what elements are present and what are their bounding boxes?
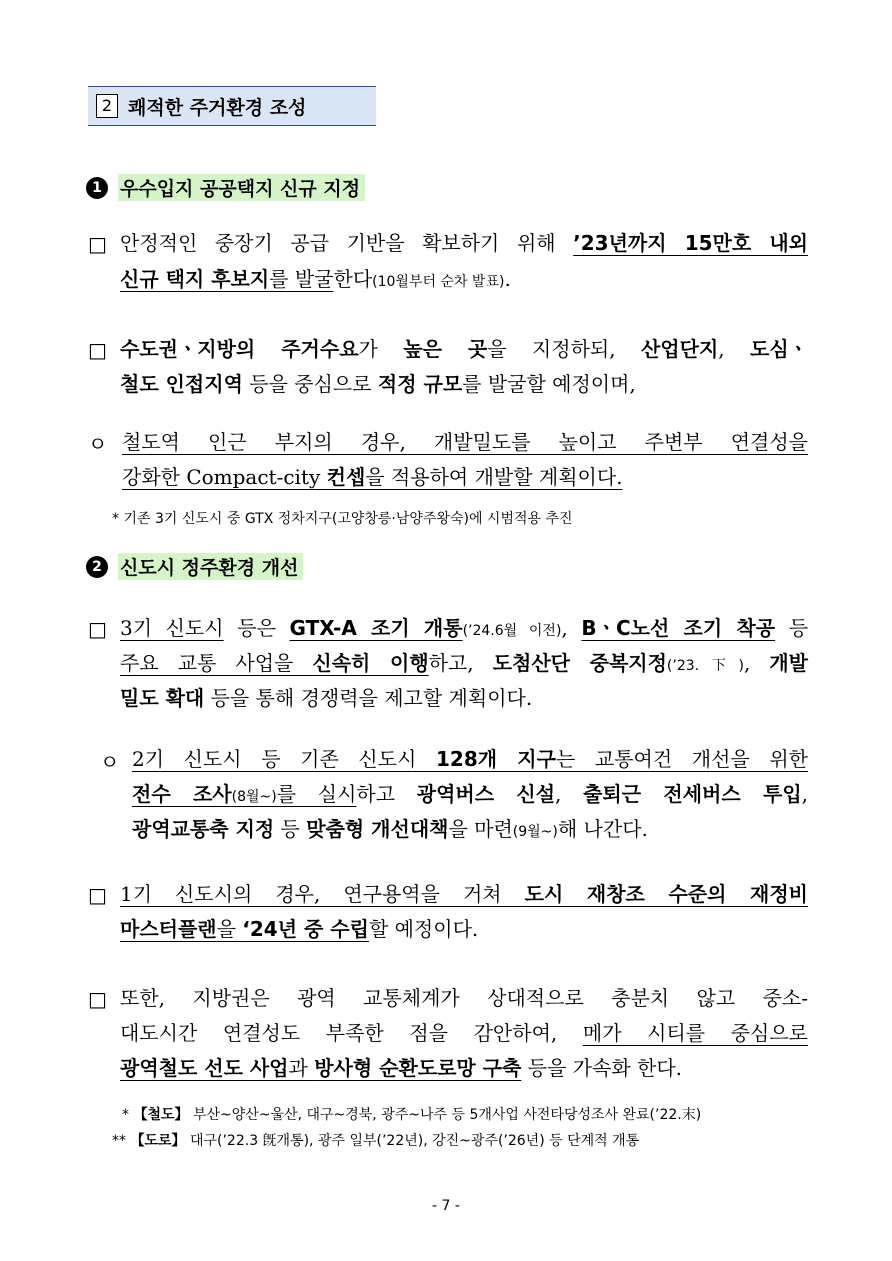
emphasis: BㆍC노선 조기 착공 — [581, 616, 776, 640]
text: , — [718, 337, 751, 361]
subheading-number-2: 2 — [86, 556, 108, 578]
circle-bullet-icon: ㅇ — [100, 750, 120, 774]
subheading-number-1: 1 — [86, 177, 108, 199]
text: 등을 가속화 한다. — [521, 1056, 682, 1080]
text: 을 — [216, 917, 243, 941]
page-number: - 7 - — [432, 1198, 460, 1214]
subheading-title-2: 신도시 정주환경 개선 — [118, 553, 303, 580]
square-bullet-icon: □ — [88, 617, 107, 641]
small-note: (10월부터 순차 발표) — [372, 274, 505, 290]
emphasis: 출퇴근 전세버스 투입 — [583, 782, 802, 806]
emphasis: 철도 인접지역 — [120, 372, 243, 396]
subheading-2 — [86, 553, 303, 580]
text: 대구(’22.3 旣개통), 광주 일부(’22년), 강진~광주(’26년) 등 단계적 개통 — [185, 1133, 640, 1149]
text: 한다 — [333, 267, 373, 291]
paragraph-2-line-2 — [120, 366, 636, 402]
footnote-3 — [112, 1130, 639, 1150]
text: 를 실시 — [276, 782, 357, 806]
text: . — [504, 267, 511, 291]
text: 를 발굴 — [269, 267, 334, 291]
text: 1기 신도시의 경우, 연구용역을 거쳐 — [120, 882, 525, 906]
emphasis: ’23년까지 15만호 내외 — [573, 231, 808, 255]
text: , — [555, 782, 584, 806]
small-note: (’23.下) — [666, 658, 744, 674]
emphasis: 신규 택지 후보지 — [120, 267, 270, 291]
text: 대도시간 연결성도 부족한 점을 감안하여, — [120, 1021, 583, 1045]
text: 을 적용하여 개발할 계획이다. — [365, 465, 623, 489]
text: 을 지정하되, — [487, 337, 641, 361]
text: 등을 중심으로 — [242, 372, 378, 396]
paragraph-2-line-1 — [120, 331, 808, 367]
text: 등을 통해 경쟁력을 제고할 계획이다. — [204, 686, 533, 710]
text: 하고 — [356, 782, 417, 806]
subheading-title-1: 우수입지 공공택지 신규 지정 — [118, 174, 365, 201]
text: 메가 시티를 중심으로 — [582, 1021, 808, 1045]
paragraph-3-line-2 — [122, 459, 623, 495]
text: , — [743, 651, 770, 675]
text: ** — [112, 1133, 131, 1149]
footnote-2 — [122, 1104, 701, 1124]
label: 【철도】 — [133, 1107, 189, 1123]
text: 3기 신도시 — [120, 616, 224, 640]
paragraph-1-line-2 — [120, 261, 511, 300]
text: 강화한 Compact-city — [122, 465, 327, 489]
text: 주요 교통 사업을 — [120, 651, 313, 675]
text: 등은 — [223, 616, 290, 640]
text: 안정적인 중장기 공급 기반을 확보하기 위해 — [120, 231, 574, 255]
text: , — [801, 782, 809, 806]
emphasis: 마스터플랜 — [120, 917, 217, 941]
circle-bullet-icon: ㅇ — [88, 432, 108, 456]
square-bullet-icon: □ — [88, 232, 107, 256]
text: 등 — [775, 616, 809, 640]
emphasis: 광역철도 선도 사업 — [120, 1056, 289, 1080]
paragraph-3-line-1: 철도역 인근 부지의 경우, 개발밀도를 높이고 주변부 연결성을 — [122, 430, 808, 454]
text: * — [122, 1107, 134, 1123]
paragraph-7-line-1: 또한, 지방권은 광역 교통체계가 상대적으로 충분치 않고 중소- — [120, 986, 808, 1010]
section-header — [88, 86, 376, 126]
small-note: (9월~) — [512, 824, 558, 840]
text: 부산~양산~울산, 대구~경북, 광주~나주 등 5개사업 사전타당성조사 완료(’22.末) — [188, 1107, 702, 1123]
text: 하고, — [428, 651, 493, 675]
emphasis: 광역버스 신설 — [416, 782, 556, 806]
emphasis: ‘24년 중 수립 — [242, 917, 369, 941]
emphasis: GTX-A 조기 개통 — [289, 616, 463, 640]
emphasis: 전수 조사 — [132, 782, 232, 806]
section-title: 쾌적한 주거환경 조성 — [128, 96, 307, 119]
emphasis: 밀도 확대 — [120, 686, 205, 710]
paragraph-6-line-2 — [120, 911, 478, 947]
square-bullet-icon: □ — [88, 987, 107, 1011]
small-note: (’24.6월 이전) — [462, 623, 562, 639]
square-bullet-icon: □ — [88, 883, 107, 907]
footnote-1: * 기존 3기 신도시 중 GTX 정차지구(고양창릉·남양주왕숙)에 시범적용 추진 — [112, 511, 573, 527]
text: 2기 신도시 등 기존 신도시 — [132, 747, 437, 771]
text: 할 예정이다. — [368, 917, 479, 941]
paragraph-1-line-1 — [120, 225, 808, 261]
text: , — [561, 616, 582, 640]
emphasis: 신속히 이행 — [312, 651, 429, 675]
emphasis: 128개 지구 — [436, 747, 556, 771]
emphasis: 도시 재창조 수준의 재정비 — [524, 882, 808, 906]
paragraph-6-line-1 — [120, 876, 808, 912]
text: 는 교통여건 개선을 위한 — [555, 747, 809, 771]
text: 해 나간다. — [557, 817, 648, 841]
square-bullet-icon: □ — [88, 338, 107, 362]
paragraph-5-line-2 — [132, 776, 808, 815]
emphasis: 개발 — [769, 651, 808, 675]
emphasis: 방사형 순환도로망 구축 — [314, 1056, 522, 1080]
emphasis: 높은 곳 — [403, 337, 488, 361]
paragraph-5-line-3 — [132, 811, 648, 850]
paragraph-7-line-3 — [120, 1050, 682, 1086]
emphasis: 도심ㆍ — [750, 337, 808, 361]
subheading-1 — [86, 174, 365, 201]
emphasis: 산업단지 — [640, 337, 719, 361]
text: 을 마련 — [448, 817, 513, 841]
text: 과 — [288, 1056, 315, 1080]
emphasis: 도첨산단 중복지정 — [492, 651, 667, 675]
section-number: 2 — [96, 94, 118, 118]
label: 【도로】 — [130, 1133, 186, 1149]
emphasis: 광역교통축 지정 — [132, 817, 275, 841]
paragraph-4-line-3 — [120, 680, 532, 716]
emphasis: 컨셉 — [326, 465, 366, 489]
small-note: (8월~) — [231, 789, 277, 805]
paragraph-4-line-2 — [120, 645, 808, 684]
emphasis: 수도권ㆍ지방의 주거수요 — [120, 337, 359, 361]
text: 가 — [358, 337, 404, 361]
paragraph-4-line-1 — [120, 610, 808, 649]
paragraph-5-line-1 — [132, 741, 808, 777]
text: 를 발굴할 예정이며, — [462, 372, 636, 396]
emphasis: 맞춤형 개선대책 — [306, 817, 449, 841]
emphasis: 적정 규모 — [377, 372, 463, 396]
paragraph-7-line-2 — [120, 1015, 808, 1051]
text: 등 — [274, 817, 307, 841]
